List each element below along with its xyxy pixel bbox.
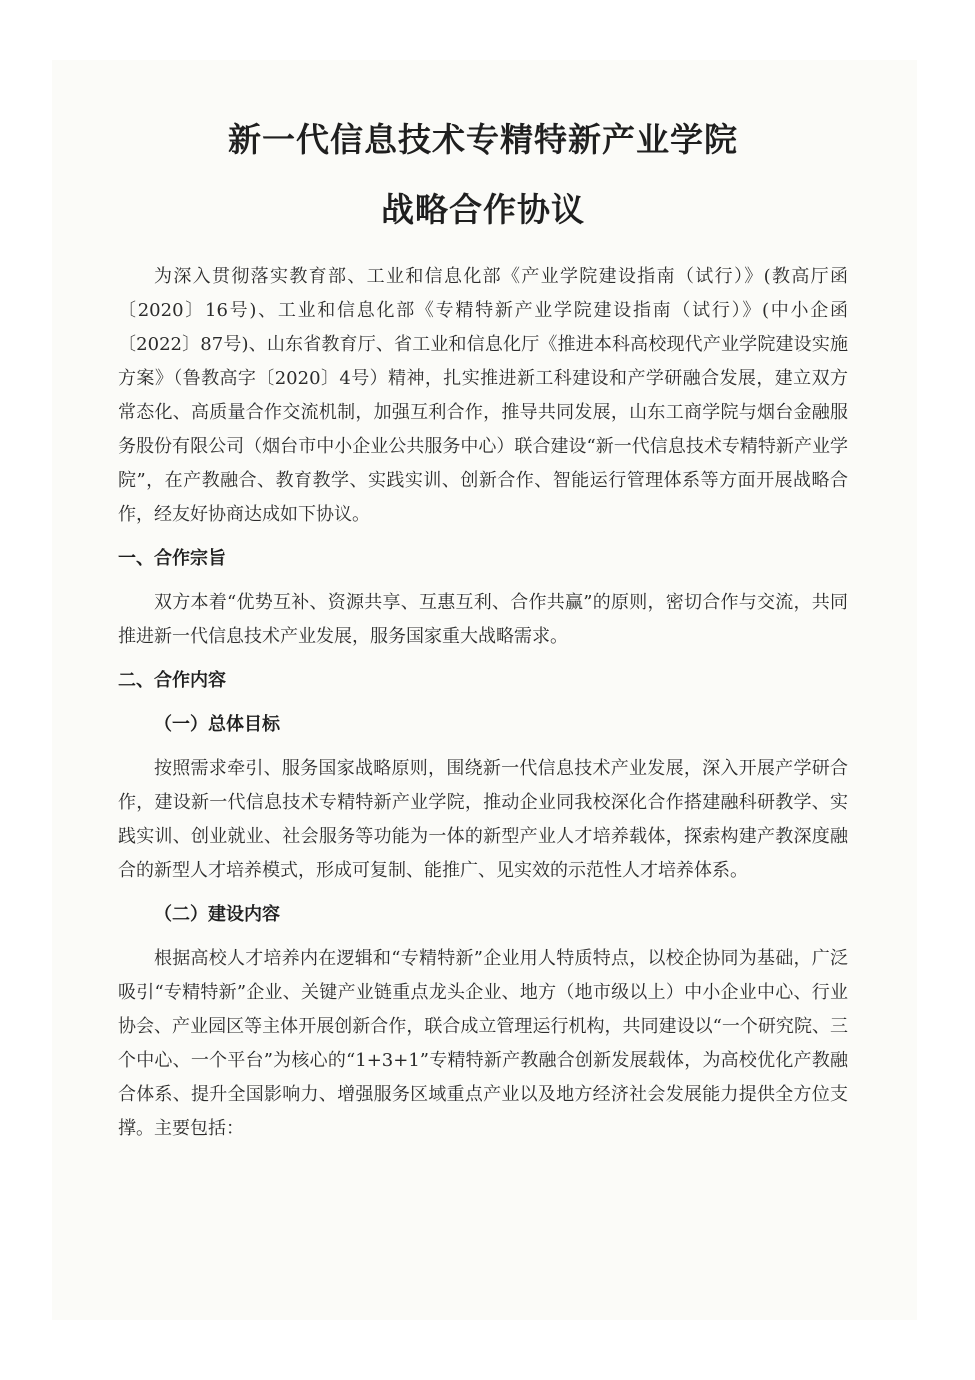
section2-heading: 二、合作内容 [118,670,226,691]
subsection1-heading: （一）总体目标 [154,714,280,735]
intro-paragraph: 为深入贯彻落实教育部、工业和信息化部《产业学院建设指南（试行）》(教高厅函〔2020〕16号)、工业和信息化部《专精特新产业学院建设指南（试行）》(中小企函〔2022〕87号)、山东省教育厅、省工业和信息化厅《推进本科高校现代产业学院建设实施方案》（鲁教高字〔2020〕4号）精神，扎实推进新工科建设和产学研融合发展，建立双方常态化、高质量合作交流机制，加强互利合作，推导共同发展，山东工商学院与烟台金融服务股份有限公司（烟台市中小企业公共服务中心）联合建设“新一代信息技术专精特新产业学院”，在产教融合、教育教学、实践实训、创新合作、智能运行管理体系等方面开展战略合作，经友好协商达成如下协议。 [118,266,848,525]
document-title-line2: 战略合作协议 [381,190,585,229]
subsection2-paragraph: 根据高校人才培养内在逻辑和“专精特新”企业用人特质特点，以校企协同为基础，广泛吸引“专精特新”企业、关键产业链重点龙头企业、地方（地市级以上）中小企业中心、行业协会、产业园区等主体开展创新合作，联合成立管理运行机构，共同建设以“一个研究院、三个中心、一个平台”为核心的“1+3+1”专精特新产教融合创新发展载体，为高校优化产教融合体系、提升全国影响力、增强服务区域重点产业以及地方经济社会发展能力提供全方位支撑。主要包括： [118,948,848,1139]
subsection1-paragraph: 按照需求牵引、服务国家战略原则，围绕新一代信息技术产业发展，深入开展产学研合作，建设新一代信息技术专精特新产业学院，推动企业同我校深化合作搭建融科研教学、实践实训、创业就业、社会服务等功能为一体的新型产业人才培养载体，探索构建产教深度融合的新型人才培养模式，形成可复制、能推广、见实效的示范性人才培养体系。 [118,758,848,881]
subsection2-heading: （二）建设内容 [154,904,280,925]
section1-heading: 一、合作宗旨 [118,548,226,569]
agreement-document [118,112,848,1146]
document-title-line1: 新一代信息技术专精特新产业学院 [228,120,738,159]
section1-paragraph: 双方本着“优势互补、资源共享、互惠互利、合作共赢”的原则，密切合作与交流，共同推进新一代信息技术产业发展，服务国家重大战略需求。 [118,592,848,647]
